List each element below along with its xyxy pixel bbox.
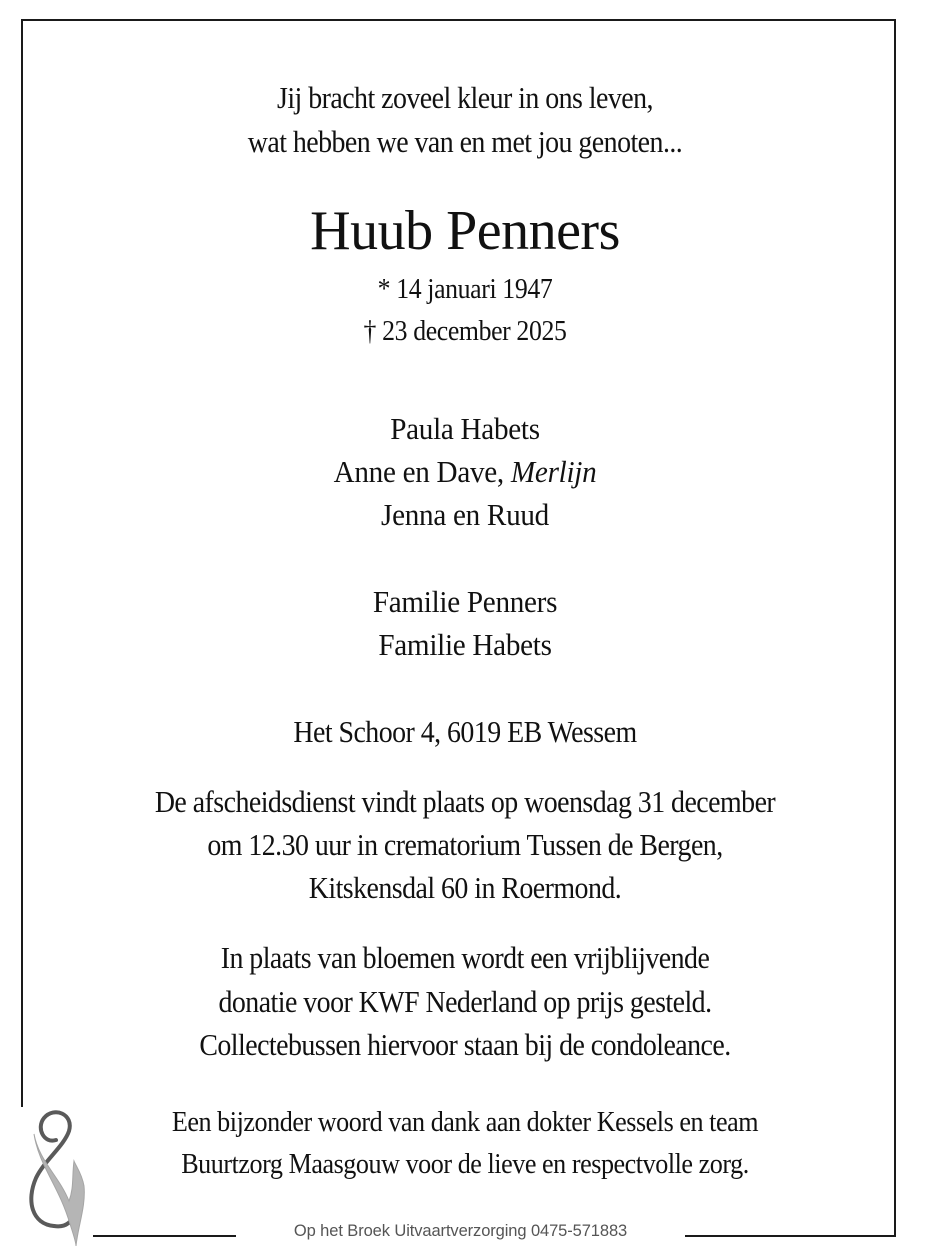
donation-line-1: In plaats van bloemen wordt een vrijblijvende (220, 940, 710, 975)
deceased-name: Huub Penners (310, 200, 620, 262)
quote-line-2: wat hebben we van en met jou genoten... (247, 124, 683, 159)
family-member-3: Jenna en Ruud (381, 497, 549, 532)
donation-line-3: Collectebussen hiervoor staan bij de condoleance. (199, 1027, 731, 1062)
frame-border-bottom-left (93, 1235, 236, 1237)
family-member-1: Paula Habets (390, 411, 540, 446)
ampersand-flame-logo-icon (14, 1106, 94, 1248)
birth-date: * 14 januari 1947 (377, 274, 553, 305)
funeral-home-credit: Op het Broek Uitvaartverzorging 0475-571883 (293, 1222, 628, 1240)
death-date: † 23 december 2025 (363, 316, 567, 347)
home-address: Het Schoor 4, 6019 EB Wessem (293, 714, 637, 749)
frame-border-left (21, 19, 23, 1107)
service-line-2: om 12.30 uur in crematorium Tussen de Bergen, (207, 827, 723, 862)
thanks-line-1: Een bijzonder woord van dank aan dokter Kessels en team (171, 1106, 759, 1138)
grandchild-name: Merlijn (510, 454, 597, 489)
service-line-3: Kitskensdal 60 in Roermond. (308, 870, 622, 905)
quote-line-1: Jij bracht zoveel kleur in ons leven, (277, 80, 653, 115)
frame-border-top (21, 19, 896, 21)
family-group-habets: Familie Habets (378, 627, 552, 662)
family-member-2 (28, 454, 902, 490)
frame-border-bottom-right (685, 1235, 896, 1237)
family-group-penners: Familie Penners (372, 584, 558, 619)
service-line-1: De afscheidsdienst vindt plaats op woensdag 31 december (154, 784, 776, 819)
donation-line-2: donatie voor KWF Nederland op prijs gesteld. (218, 984, 712, 1019)
thanks-line-2: Buurtzorg Maasgouw voor de lieve en respectvolle zorg. (181, 1148, 749, 1180)
family-member-2-main: Anne en Dave, (333, 454, 511, 489)
